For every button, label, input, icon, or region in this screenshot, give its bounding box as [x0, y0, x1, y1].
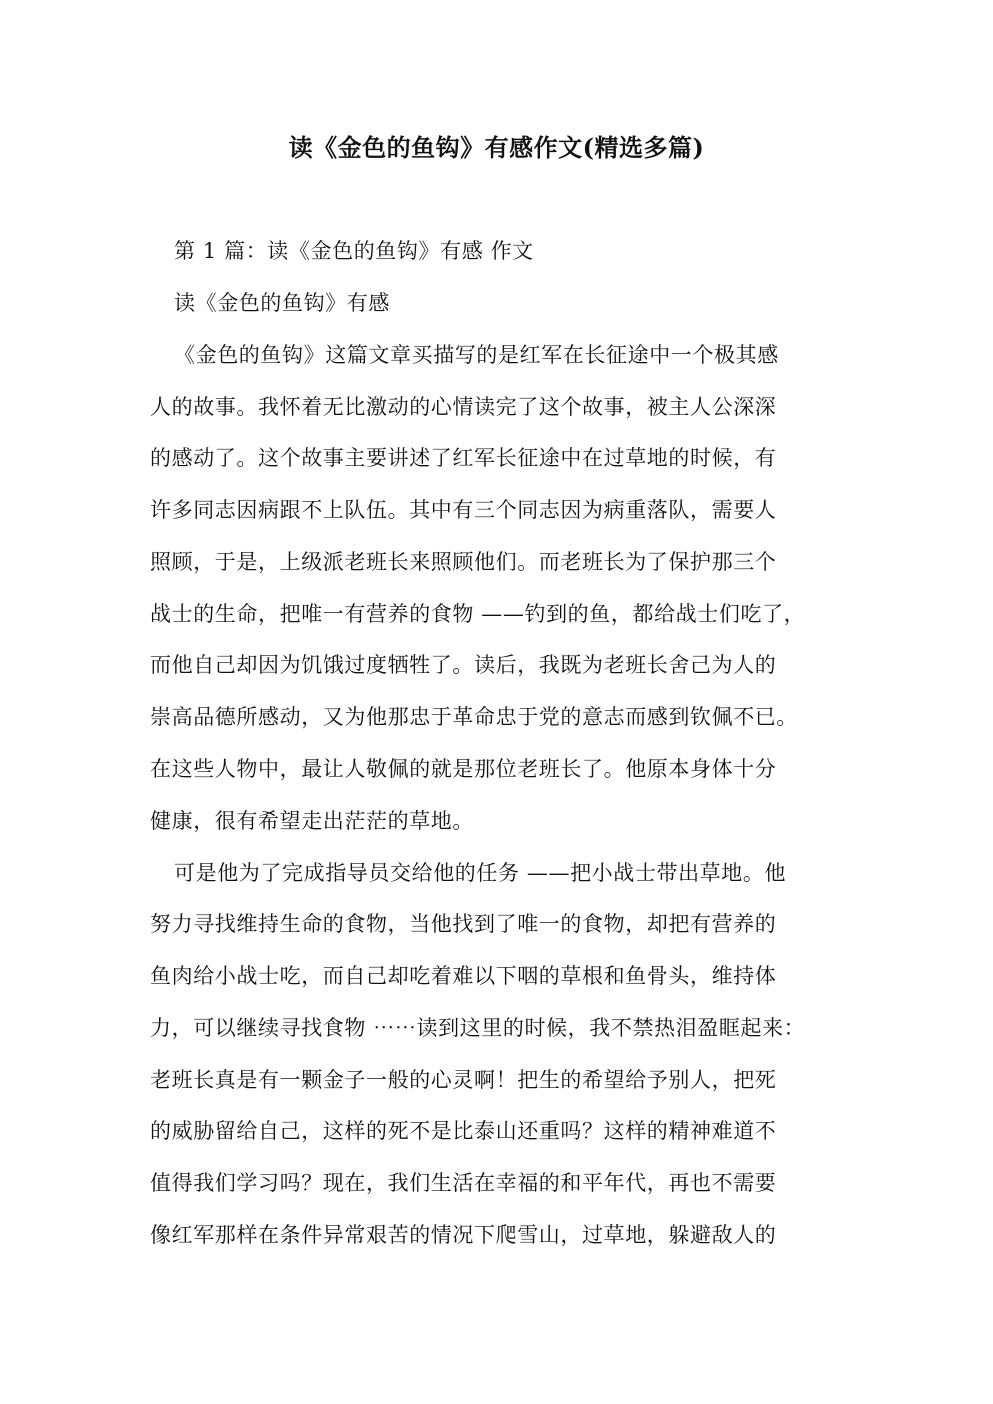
- body-line: 而他自己却因为饥饿过度牺牲了。读后，我既为老班长舍己为人的: [150, 653, 777, 677]
- body-line: 许多同志因病跟不上队伍。其中有三个同志因为病重落队，需要人: [150, 498, 777, 522]
- body-line: 鱼肉给小战士吃，而自己却吃着难以下咽的草根和鱼骨头，维持体: [150, 964, 777, 988]
- essay-heading: 读《金色的鱼钩》有感: [174, 291, 390, 315]
- body-line: 的威胁留给自己，这样的死不是比泰山还重吗？这样的精神难道不: [150, 1119, 777, 1143]
- body-line: 人的故事。我怀着无比激动的心情读完了这个故事，被主人公深深: [150, 395, 777, 419]
- body-line: 战士的生命，把唯一有营养的食物 ——钓到的鱼，都给战士们吃了，: [150, 602, 806, 626]
- body-line: 值得我们学习吗？现在，我们生活在幸福的和平年代，再也不需要: [150, 1171, 777, 1195]
- body-line: 健康，很有希望走出茫茫的草地。: [150, 809, 474, 833]
- body-line: 《金色的鱼钩》这篇文章买描写的是红军在长征途中一个极其感: [174, 343, 779, 367]
- body-line: 崇高品德所感动，又为他那忠于革命忠于党的意志而感到钦佩不已。: [150, 705, 798, 729]
- document-title: 读《金色的鱼钩》有感作文(精选多篇): [288, 133, 705, 162]
- body-line: 在这些人物中，最让人敬佩的就是那位老班长了。他原本身体十分: [150, 757, 777, 781]
- body-line: 努力寻找维持生命的食物，当他找到了唯一的食物，却把有营养的: [150, 912, 777, 936]
- body-line: 照顾，于是，上级派老班长来照顾他们。而老班长为了保护那三个: [150, 550, 777, 574]
- section-heading: 第 1 篇：读《金色的鱼钩》有感 作文: [174, 239, 534, 263]
- body-line: 老班长真是有一颗金子一般的心灵啊！把生的希望给予别人，把死: [150, 1068, 777, 1092]
- body-line: 的感动了。这个故事主要讲述了红军长征途中在过草地的时候，有: [150, 446, 777, 470]
- body-line: 力，可以继续寻找食物 ⋯⋯读到这里的时候，我不禁热泪盈眶起来：: [150, 1016, 806, 1040]
- body-line: 像红军那样在条件异常艰苦的情况下爬雪山，过草地，躲避敌人的: [150, 1223, 777, 1247]
- body-line: 可是他为了完成指导员交给他的任务 ——把小战士带出草地。他: [174, 861, 787, 885]
